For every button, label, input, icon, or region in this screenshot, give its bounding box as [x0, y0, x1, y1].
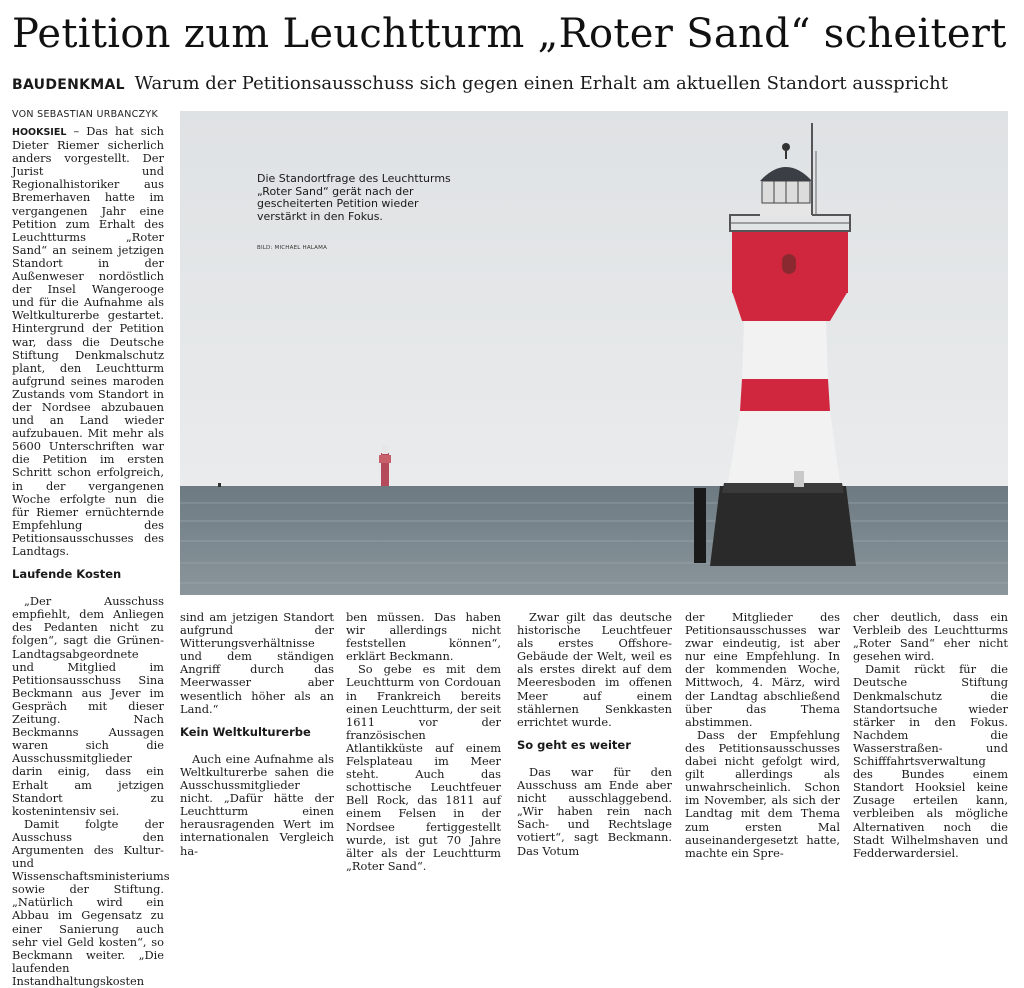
photo-caption: Die Standortfrage des Leuchtturms „Roter Sand“ gerät nach der gescheiterten Petition wieder verstärkt in den Fokus.: [257, 172, 451, 223]
paragraph: [12, 125, 164, 558]
subheading-so-geht-es-weiter: So geht es weiter: [517, 737, 631, 752]
paragraph: „Der Ausschuss empfiehlt, dem Anliegen des Pedanten nicht zu folgen“, sagt die Grünen-Landtagsabgeordnete und Mitglied im Petitionsausschuss Sina Beckmann aus Jever im Gespräch mit dieser Zeitung. Nach Beckmanns Aussagen waren sich die Ausschussmitglieder darin einig, dass ein Erhalt am jetzigen Standort zu kostenintensiv sei.: [12, 594, 164, 818]
kicker: BAUDENKMAL: [12, 77, 125, 93]
paragraph: cher deutlich, dass ein Verbleib des Leuchtturms „Roter Sand“ eher nicht gesehen wird.: [853, 610, 1008, 664]
subheadline-text: Warum der Petitionsausschuss sich gegen einen Erhalt am aktuellen Standort ausspricht: [134, 73, 948, 94]
subheading-laufende-kosten: Laufende Kosten: [12, 567, 122, 582]
dateline: HOOKSIEL: [12, 127, 67, 138]
paragraph-text: – Das hat sich Dieter Riemer sicherlich anders vorgestellt. Der Jurist und Regionalhistoriker aus Bremerhaven hatte im vergangenen Jahr eine Petition zum Erhalt des Leuchtturms „Roter Sand“ an seinem jetzigen Standort in der Außenweser nordöstlich der Insel Wangerooge und für die Aufnahme als Weltkulturerbe gestartet. Hintergrund der Petition war, dass die Deutsche Stiftung Denkmalschutz plant, den Leuchtturm aufgrund seines maroden Zustands vom Standort in der Nordsee abzubauen und an Land wieder aufzubauen. Mit mehr als 5600 Unterschriften war die Petition im ersten Schritt schon erfolgreich, in der vergangenen Woche erfolgte nun die für Riemer ernüchternde Empfehlung des Petitionsausschusses des Landtags.: [12, 124, 164, 558]
paragraph: Das war für den Ausschuss am Ende aber nicht ausschlaggebend. „Wir haben rein nach Sach- und Rechtslage votiert“, sagt Beckmann. Das Votum: [517, 764, 672, 858]
subheadline: [12, 72, 1012, 97]
paragraph: sind am jetzigen Standort aufgrund der Witterungsverhältnisse und dem ständigen Angriff durch das Meerwasser aber wesentlich höher als an Land.“: [180, 610, 334, 716]
paragraph: So gebe es mit dem Leuchtturm von Cordouan in Frankreich bereits einen Leuchtturm, der seit 1611 vor der französischen Atlantikküste auf einem Felsplateau im Meer steht. Auch das schottische Leuchtfeuer Bell Rock, das 1811 auf einem Felsen in der Nordsee fertiggestellt wurde, ist gut 70 Jahre älter als der Leuchtturm „Roter Sand“.: [346, 662, 501, 873]
article-column-6: [853, 611, 1008, 860]
article-column-4: [517, 611, 672, 858]
paragraph: ben müssen. Das haben wir allerdings nicht feststellen können“, erklärt Beckmann.: [346, 610, 501, 664]
article-column-2: [180, 611, 334, 858]
paragraph: Damit rückt für die Deutsche Stiftung Denkmalschutz die Standortsuche wieder stärker in den Fokus. Nachdem die Wasserstraßen- und Schifffahrtsverwaltung des Bundes einem Standort Hooksiel keine Zusage erteilen kann, verbleiben als mögliche Alternativen noch die Stadt Wilhelmshaven und Fedderwardersiel.: [853, 662, 1008, 860]
subheading-kein-weltkulturerbe: Kein Weltkulturerbe: [180, 724, 311, 739]
article-column-5: [685, 611, 840, 860]
photo-credit: BILD: MICHAEL HALAMA: [257, 245, 328, 251]
paragraph: Damit folgte der Ausschuss den Argumenten des Kultur- und Wissenschaftsministeriums sowie der Stiftung. „Natürlich wird ein Abbau im Gegensatz zu einer Sanierung auch sehr viel Geld kosten“, so Beckmann weiter. „Die laufenden Instandhaltungskosten: [12, 816, 170, 988]
paragraph: der Mitglieder des Petitionsausschusses war zwar eindeutig, ist aber nur eine Empfehlung. In der kommenden Woche, Mittwoch, 4. März, wird der Landtag abschließend über das Thema abstimmen.: [685, 610, 840, 729]
headline: Petition zum Leuchtturm „Roter Sand“ scheitert: [12, 11, 1007, 57]
paragraph: Auch eine Aufnahme als Weltkulturerbe sahen die Ausschussmitglieder nicht. „Dafür hätte der Leuchtturm einen herausragenden Wert im internationalen Vergleich ha-: [180, 751, 334, 858]
paragraph: Zwar gilt das deutsche historische Leuchtfeuer als erstes Offshore-Gebäude der Welt, weil es als erstes direkt auf dem Meeresboden im offenen Meer auf einem stählernen Senkkasten errichtet wurde.: [517, 610, 672, 729]
paragraph: Dass der Empfehlung des Petitionsausschusses dabei nicht gefolgt wird, gilt allerdings als unwahrscheinlich. Schon im November, als sich der Landtag mit dem Thema zum ersten Mal auseinandergesetzt hatte, machte ein Spre-: [685, 727, 840, 860]
lighthouse-photo: [180, 111, 1008, 595]
article-column-1: [12, 124, 170, 988]
byline: VON SEBASTIAN URBANCZYK: [12, 109, 158, 120]
article-column-3: [346, 611, 501, 873]
